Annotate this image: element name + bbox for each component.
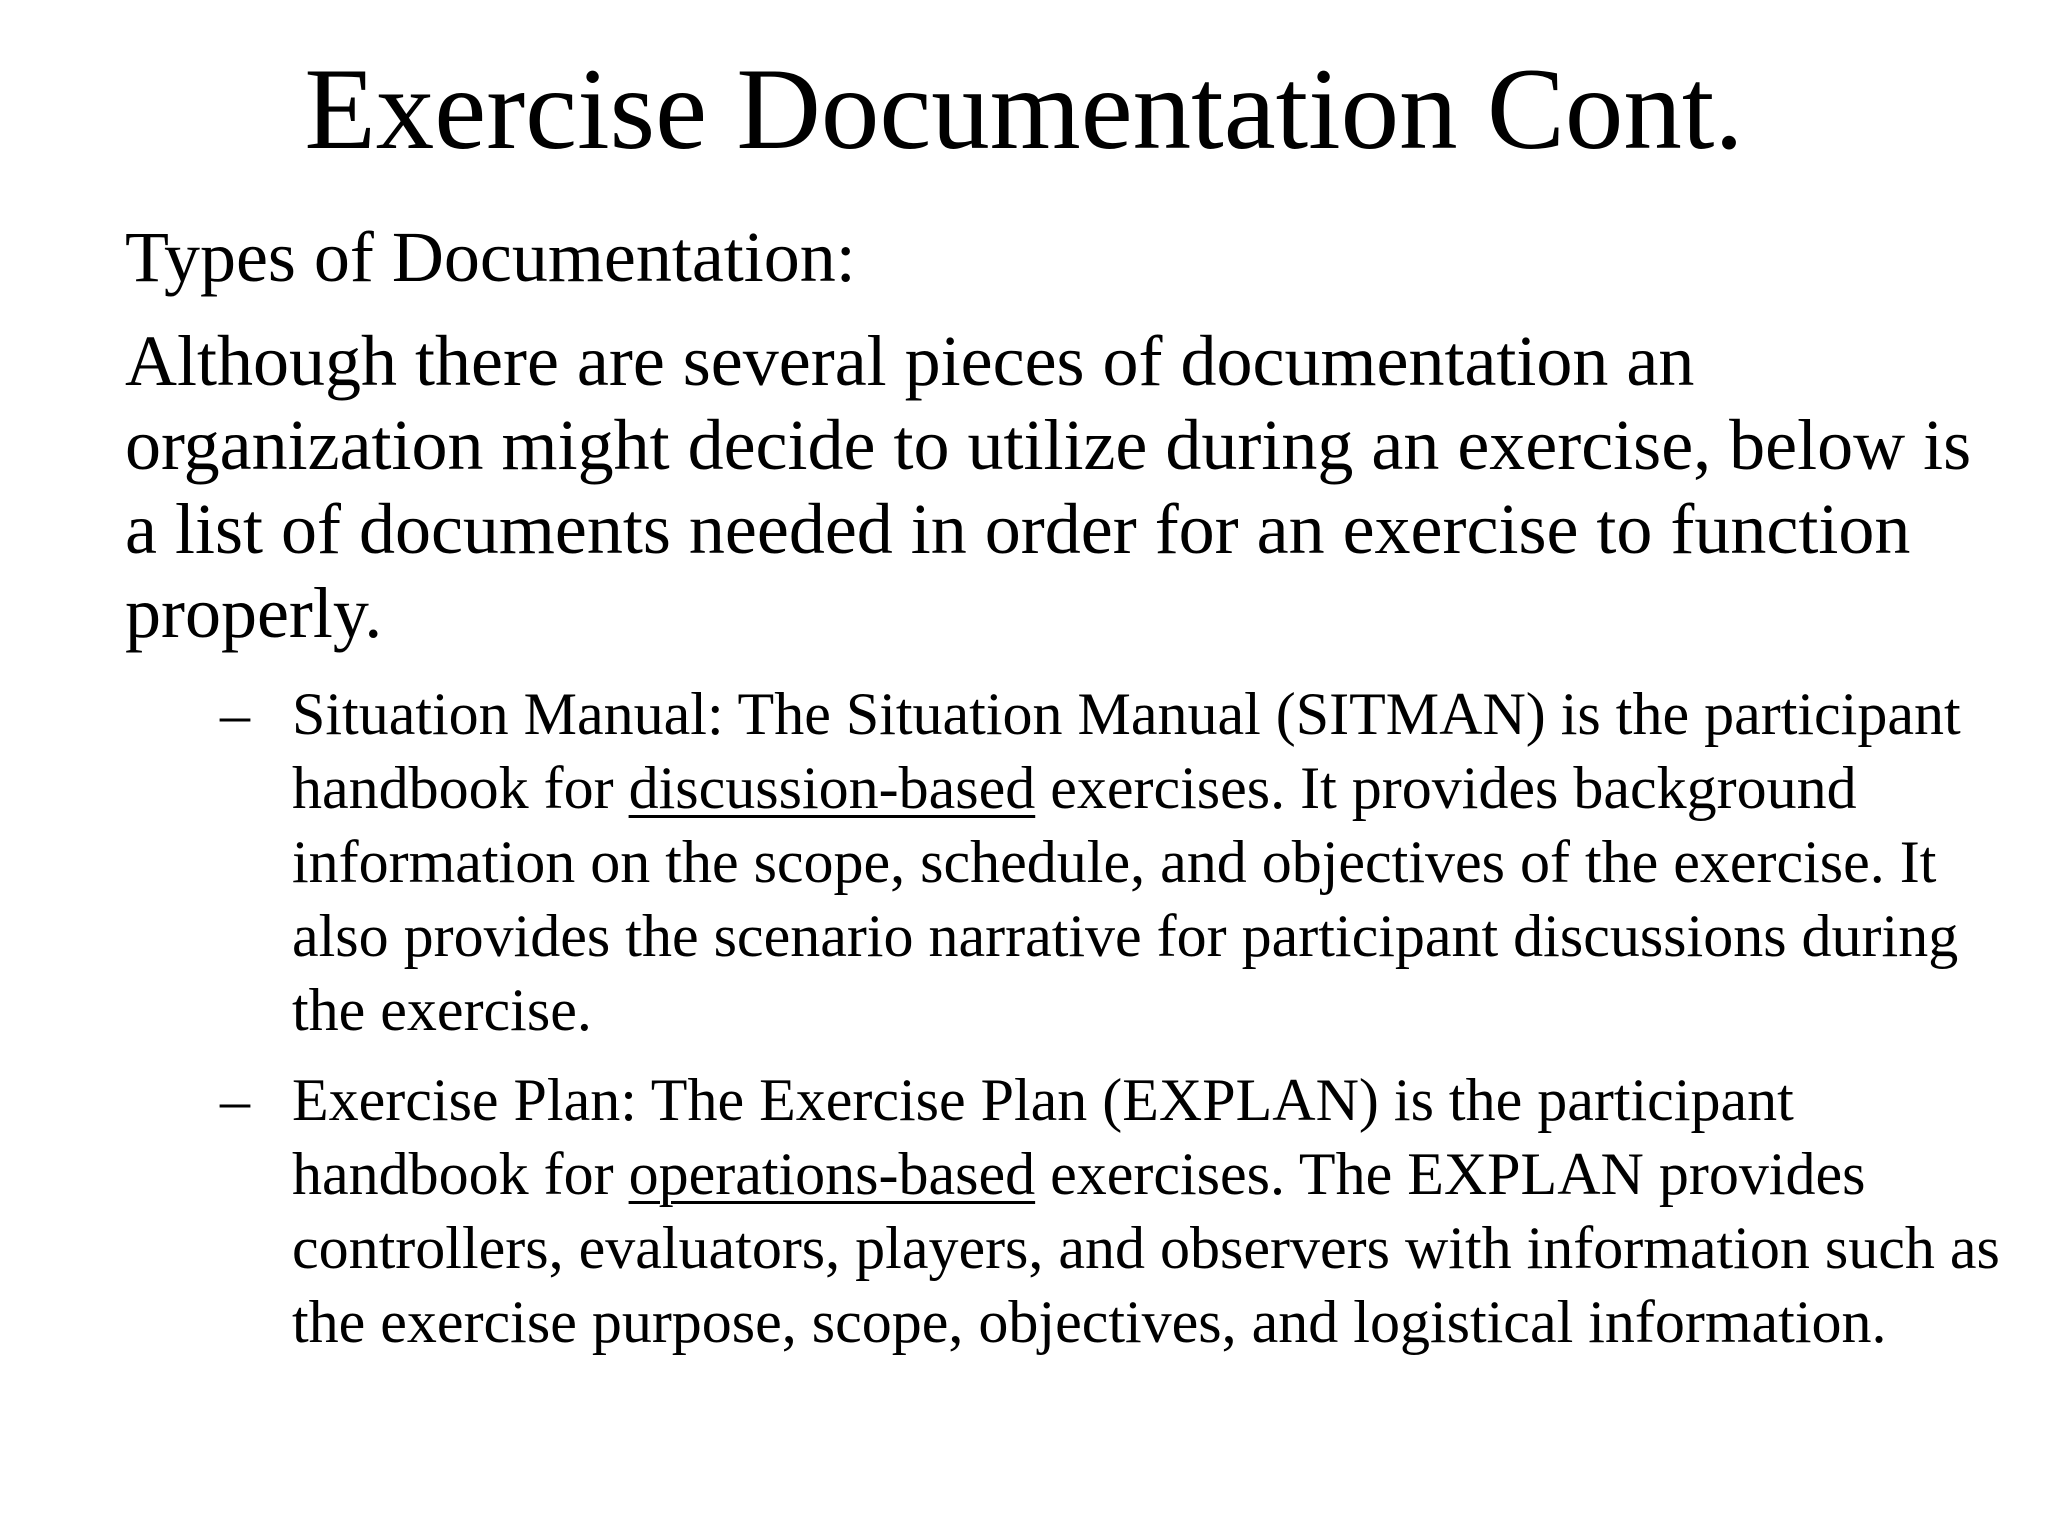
item-text-start: Exercise Plan: The Exercise Plan (EXPLAN) is the participant handbook for — [292, 1067, 1794, 1207]
list-item-explan — [125, 1063, 2005, 1359]
slide-title: Exercise Documentation Cont. — [304, 45, 1744, 174]
item-text-end: exercises. It provides background information on the scope, schedule, and objectives of the exercise. It also provides the scenario narrative for participant discussions during the exercise. — [292, 755, 1959, 1043]
item-text-end: exercises. The EXPLAN provides controllers, evaluators, players, and observers with information such as the exercise purpose, scope, objectives, and logistical information. — [292, 1141, 2000, 1355]
dash-bullet: – — [220, 1067, 250, 1133]
intro-paragraph: Although there are several pieces of documentation an organization might decide to utilize during an exercise, below is a list of documents needed in order for an exercise to function properly. — [125, 321, 1972, 653]
slide-body — [125, 215, 2005, 1375]
underlined-term: discussion-based — [628, 755, 1036, 821]
underlined-term: operations-based — [628, 1141, 1036, 1207]
document-list — [125, 677, 2005, 1359]
dash-bullet: – — [220, 681, 250, 747]
item-text-start: Situation Manual: The Situation Manual (SITMAN) is the participant handbook for — [292, 681, 1961, 821]
section-heading: Types of Documentation: — [125, 217, 856, 297]
list-item-sitman — [125, 677, 2005, 1047]
